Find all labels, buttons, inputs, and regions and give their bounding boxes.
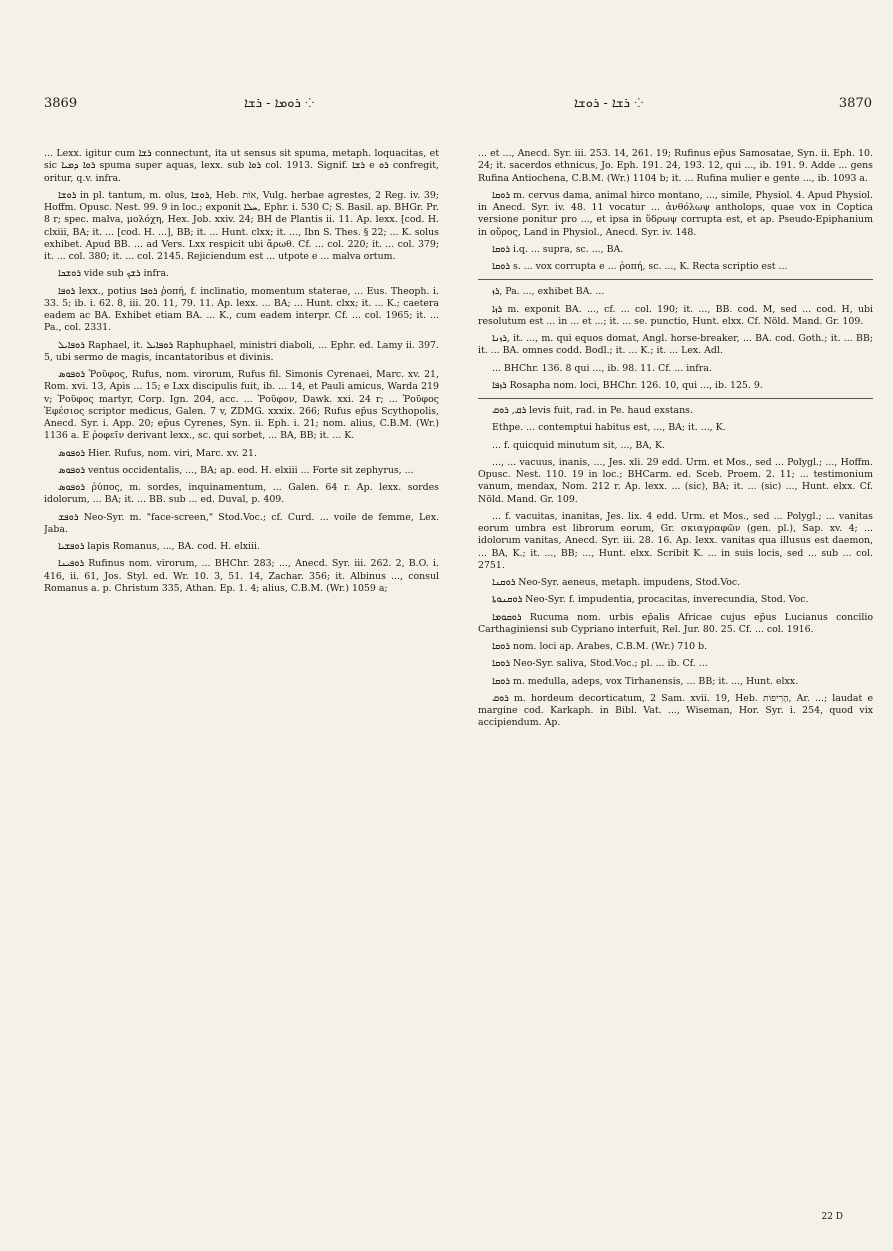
dictionary-entry: ܪܙܦܐ Rosapha nom. loci, BHChr. 126. 10, qui ..., ib. 125. 9. bbox=[492, 379, 763, 391]
dictionary-entry: ܪܘܦܫ Neo-Syr. m. "face-screen," Stod.Voc.; cf. Curd. ... voile de femme, Lex. Jaba. bbox=[44, 511, 439, 535]
dictionary-entry: ܪܘܦܐܝܠ Raphael, it. ܪܘܦܐܝܠ Raphuphael, ministri diaboli, ... Ephr. ed. Lamy ii. 397. 5, ubi sermo de magis, incantatoribus et divinis. bbox=[44, 339, 439, 363]
entry-separator bbox=[478, 279, 873, 280]
dictionary-entry: ... f. quicquid minutum sit, ..., BA, K. bbox=[492, 439, 666, 451]
dictionary-entry: ܪܘܩܘܡܐ Rucuma nom. urbis ep̄alis Africae cujus ep̄us Lucianus concilio Carthaginiensi sub Cypriano interfuit, Rel. Jur. 80. 25. Cf. ... col. 1916. bbox=[478, 611, 873, 635]
right-column bbox=[478, 148, 873, 1203]
dictionary-entry: ܪܙܐ m. exponit BA. ..., cf. ... col. 190; it. ..., BB. cod. M, sed ... cod. H, ubi resolutum est ... in ... et ...; it. ... se. punctio, Hunt. elxx. Cf. Nöld. Mand. Gr. 109. bbox=[478, 303, 873, 327]
dictionary-entry: ܪܙ, Pa. ..., exhibet BA. ... bbox=[492, 286, 605, 298]
dictionary-entry: ܪܘܩܐ s. ... vox corrupta e ... ῥοπή, sc. ..., K. Recta scriptio est ... bbox=[492, 261, 788, 272]
dictionary-entry: ܪܘܫܐ in pl. tantum, m. olus, ܪܘܫܐ, Heb. אוֹת, Vulg. herbae agrestes, 2 Reg. iv. 39; Hoffm. Opusc. Nest. 99. 9 in loc.; exponit ܚܠܐ, Ephr. i. 530 C; S. Basil. ap. BHGr. Pr. 8 r; spec. malva, μολόχη, Hex. Job. xxiv. 24; BH de Plantis ii. 11. Ap. lexx. [cod. H. clxiii, BA; it. ... [cod. H. ...], BB; it. ... Hunt. clxx; it. ..., Ibn S. Thes. § 22; ... K. solus exhibet. Apud BB. ... ad Vers. Lxx respicit ubi ἄρωθ. Cf. ... col. 220; it. ... col. 379; it. ... col. 380; it. ... col. 2145. Rejiciendum est ... utpote e ... malva ortum. bbox=[44, 189, 439, 262]
running-title-right: ⁘ ܪܫܐ - ܪܘܫܐ bbox=[574, 96, 644, 111]
dictionary-entry: ܪܘܩܢܐ Neo-Syr. aeneus, metaph. impudens, Stod.Voc. bbox=[492, 577, 741, 588]
dictionary-entry: Ethpe. ... contemptui habitus est, ..., BA; it. ..., K. bbox=[492, 422, 726, 434]
dictionary-entry: ܪܘܦܘܣ Hier. Rufus, nom. viri, Marc. xv. 21. bbox=[58, 447, 257, 459]
dictionary-entry: ܪܘܦܘܣ Ῥοῦφος, Rufus, nom. virorum, Rufus fil. Simonis Cyrenaei, Marc. xv. 21, Rom. xvi. 13, Apis ... 15; e Lxx discipulis fuit, ib. ... 14, et Pauli amicus, Warda 219 v; Ῥοῦφος martyr, Corp. Ign. 204, acc. ... Ῥοῦφον, Dawk. xxi. 24 r; ... Ῥοῦφος Ἐφέσιος scriptor medicus, Galen. 7 v, ZDMG. xxxix. 266; Rufus ep̄us Scythopolis, Anecd. Syr. i. App. 20; ep̄us Cyrenes, Syn. ii. Eph. i. 21; nom. alius, C.B.M. (Wr.) 1136 a. E ῥοφεῖν derivant lexx., sc. qui sorbet, ... BA, BB; it. ... K. bbox=[44, 369, 439, 442]
dictionary-entry: ܪܘܩܐ m. medulla, adeps, vox Tirhanensis, ... BB; it. ..., Hunt. elxx. bbox=[492, 675, 799, 687]
running-header bbox=[44, 96, 872, 120]
signature-mark: 22 D bbox=[821, 1212, 843, 1222]
dictionary-entry: ܪܘܦܘܣ ventus occidentalis, ..., BA; ap. eod. H. elxiii ... Forte sit zephyrus, ... bbox=[58, 464, 414, 476]
dictionary-entry: ܪܙܢܐ, it. ..., m. qui equos domat, Angl. horse-breaker, ... BA. cod. Goth.; it. ... BB; it. ... BA. omnes codd. Bodl.; it. ... K.; it. ... Lex. Adl. bbox=[478, 333, 873, 357]
dictionary-entry: ܪܘܩܐ i.q. ... supra, sc. ..., BA. bbox=[492, 243, 624, 255]
dictionary-entry: ܪܘܩ m. hordeum decorticatum, 2 Sam. xvii. 19, Heb. הָרִיפוֹת, Ar. ...; laudat e margine cod. Karkaph. in Bibl. Vat. ..., Wiseman, Hor. Syr. i. 254, quod vix accipiendum. Ap. bbox=[478, 692, 873, 729]
dictionary-entry: ܪܘܩܐ Neo-Syr. saliva, Stod.Voc.; pl. ... ib. Cf. ... bbox=[492, 658, 708, 670]
dictionary-entry: ܪܘܩܢܘܬܐ Neo-Syr. f. impudentia, procacitas, inverecundia, Stod. Voc. bbox=[492, 594, 809, 606]
dictionary-entry: ܪܘܦܝܢܐ Rufinus nom. virorum, ... BHChr. 283; ..., Anecd. Syr. iii. 262. 2, B.O. i. 416, ii. 61, Jos. Styl. ed. Wr. 10. 3, 51. 14, Zachar. 356; it. Albinus ..., consul Romanus a. p. Christum 335, Athan. Ep. 1. 4; alius, C.B.M. (Wr.) 1059 a; bbox=[44, 558, 439, 594]
dictionary-entry: ... f. vacuitas, inanitas, Jes. lix. 4 edd. Urm. et Mos., sed ... Polygl.; ... vanitas eorum umbra est librorum eorum, Gr. σκιαγραφῶν (gen. pl.), Sap. xv. 4; ... idolorum vanitas, Anecd. Syr. iii. 28. 16. Ap. lexx. vanitas qua illusus est daemon, ... BA, K.; it. ..., BB; ..., Hunt. elxx. Scribit K. ... in suis locis, sed ... sub ... col. 2751. bbox=[478, 510, 873, 571]
page-number-right: 3870 bbox=[838, 96, 872, 111]
entry-separator bbox=[478, 398, 873, 399]
dictionary-entry: ܪܘܦܫܝܐ lapis Romanus, ..., BA. cod. H. elxiii. bbox=[58, 541, 261, 552]
dictionary-entry: ... BHChr. 136. 8 qui ..., ib. 98. 11. Cf. ... infra. bbox=[492, 362, 712, 374]
dictionary-entry: ܪܩ, ܪܘܩ levis fuit, rad. in Pe. haud exstans. bbox=[492, 405, 693, 416]
dictionary-entry: ܪܘܦܘܣ ῥύπος, m. sordes, inquinamentum, ... Galen. 64 r. Ap. lexx. sordes idolorum, ... BA; it. ... BB. sub ... ed. Duval, p. 409. bbox=[44, 482, 439, 506]
page-number-left: 3869 bbox=[44, 96, 78, 111]
dictionary-entry: ܪܘܦܐ lexx., potius ܪܘܦܐ ῥοπή, f. inclinatio, momentum staterae, ... Eus. Theoph. i. 33. 5; ib. i. 62. 8, iii. 20. 11, 79. 11. Ap. lexx. ... BA; ... Hunt. clxx; it. ... K.; caetera eadem ac BA. Exhibet etiam BA. ... K., cum eadem interpr. Cf. ... col. 1965; it. ... Pa., col. 2331. bbox=[44, 285, 439, 334]
dictionary-entry: ... et ..., Anecd. Syr. iii. 253. 14, 261. 19; Rufinus ep̄us Samosatae, Syn. ii. Eph. 10. 24; it. sacerdos ethnicus, Jo. Eph. 191. 24, 193. 12, qui ..., ib. 191. 9. Adde ... gens Rufina Antiochena, C.B.M. (Wr.) 1104 b; it. ... Rufina mulier e gente ..., ib. 1093 a. bbox=[478, 148, 873, 184]
dictionary-entry: ..., ... vacuus, inanis, ..., Jes. xli. 29 edd. Urm. et Mos., sed ... Polygl.; ..., Hoffm. Opusc. Nest. 110. 19 in loc.; BHCarm. ed. Sceb. Proem. 2. 11; ... testimonium vanum, mendax, Nom. 212 r. Ap. lexx. ... (sic), BA; it. ... (sic) ..., Hunt. elxx. Cf. Nöld. Mand. Gr. 109. bbox=[478, 456, 873, 505]
dictionary-entry: ܪܘܫܟܐ vide sub ܪܫܟ infra. bbox=[58, 268, 170, 280]
left-column bbox=[44, 148, 439, 1203]
dictionary-entry: ܪܘܩܐ nom. loci ap. Arabes, C.B.M. (Wr.) 710 b. bbox=[492, 641, 708, 652]
running-title-left: ⁘ ܪܘܡܐ - ܪܫܐ bbox=[244, 96, 315, 111]
dictionary-entry: ܪܘܩܐ m. cervus dama, animal hirco montano, ..., simile, Physiol. 4. Apud Physiol. in Anecd. Syr. iv. 48. 11 vocatur ... ἀνθόλωψ antholops, quae vox in Coptica versione ponitur pro ..., et ipsa in ὕδρωψ corrupta est, et ap. Pseudo-Epiphanium in οὔρος, Land in Physiol., Anecd. Syr. iv. 148. bbox=[478, 189, 873, 238]
dictionary-entry: ... Lexx. igitur cum ܪܫܐ connectunt, ita ut sensus sit spuma, metaph. loquacitas, et sic ܪܘܐ ܕܡܝܐ spuma super aquas, lexx. sub ܪܘܐ col. 1913. Signif. ܪܫܐ e ܪܘ confregit, oritur, q.v. infra. bbox=[44, 148, 439, 184]
